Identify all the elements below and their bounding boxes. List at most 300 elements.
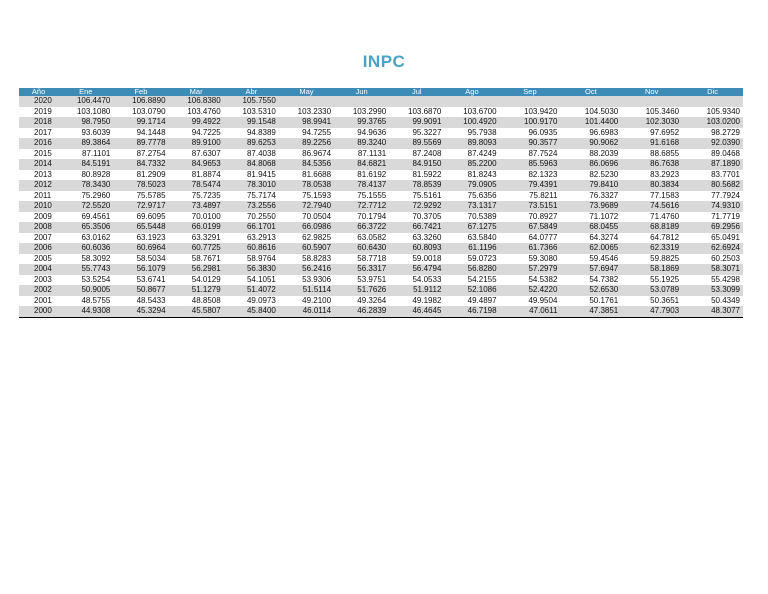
table-row <box>19 306 743 317</box>
index-value-cell: 88.6855 <box>621 149 682 160</box>
index-value-cell: 85.5963 <box>500 159 561 170</box>
index-value-cell: 93.6039 <box>58 128 113 139</box>
index-value-cell: 51.9112 <box>389 285 444 296</box>
index-value-cell: 45.5807 <box>169 306 224 317</box>
index-value-cell: 56.2981 <box>169 264 224 275</box>
index-value-cell: 53.6741 <box>113 275 168 286</box>
index-value-cell: 103.9420 <box>500 107 561 118</box>
index-value-cell <box>560 96 621 107</box>
index-value-cell: 99.1548 <box>224 117 279 128</box>
index-value-cell: 56.3317 <box>334 264 389 275</box>
table-row <box>19 264 743 275</box>
index-value-cell: 59.0723 <box>444 254 499 265</box>
index-value-cell: 45.3294 <box>113 306 168 317</box>
index-value-cell: 47.7903 <box>621 306 682 317</box>
index-value-cell: 83.2923 <box>621 170 682 181</box>
index-value-cell: 49.9504 <box>500 296 561 307</box>
row-year-cell: 2006 <box>19 243 58 254</box>
index-value-cell: 60.2503 <box>682 254 743 265</box>
index-value-cell: 87.2754 <box>113 149 168 160</box>
index-value-cell <box>682 96 743 107</box>
index-value-cell: 63.3291 <box>169 233 224 244</box>
index-value-cell: 87.2408 <box>389 149 444 160</box>
index-value-cell: 72.5520 <box>58 201 113 212</box>
index-value-cell <box>444 96 499 107</box>
index-value-cell: 46.0114 <box>279 306 334 317</box>
index-value-cell: 64.0777 <box>500 233 561 244</box>
index-value-cell: 90.3577 <box>500 138 561 149</box>
table-row <box>19 233 743 244</box>
row-year-cell: 2013 <box>19 170 58 181</box>
index-value-cell: 48.5433 <box>113 296 168 307</box>
index-value-cell: 86.9674 <box>279 149 334 160</box>
index-value-cell: 81.5922 <box>389 170 444 181</box>
index-value-cell: 50.9005 <box>58 285 113 296</box>
index-value-cell: 87.4249 <box>444 149 499 160</box>
row-year-cell: 2005 <box>19 254 58 265</box>
index-value-cell: 99.9091 <box>389 117 444 128</box>
index-value-cell: 63.3260 <box>389 233 444 244</box>
index-value-cell: 77.7924 <box>682 191 743 202</box>
row-year-cell: 2010 <box>19 201 58 212</box>
index-value-cell: 74.5616 <box>621 201 682 212</box>
index-value-cell: 94.8389 <box>224 128 279 139</box>
index-value-cell: 102.3030 <box>621 117 682 128</box>
index-value-cell: 61.7366 <box>500 243 561 254</box>
index-value-cell: 71.7719 <box>682 212 743 223</box>
index-value-cell: 62.6924 <box>682 243 743 254</box>
index-value-cell: 67.1275 <box>444 222 499 233</box>
index-value-cell: 89.8093 <box>444 138 499 149</box>
index-value-cell: 84.9150 <box>389 159 444 170</box>
index-value-cell: 76.3327 <box>560 191 621 202</box>
index-value-cell: 90.9062 <box>560 138 621 149</box>
index-value-cell: 75.6356 <box>444 191 499 202</box>
row-year-cell: 2014 <box>19 159 58 170</box>
index-value-cell: 53.9306 <box>279 275 334 286</box>
index-value-cell: 51.7626 <box>334 285 389 296</box>
table-row <box>19 243 743 254</box>
index-value-cell: 82.1323 <box>500 170 561 181</box>
column-header-jun: Jun <box>334 88 389 96</box>
index-value-cell: 75.5785 <box>113 191 168 202</box>
index-value-cell: 55.7743 <box>58 264 113 275</box>
index-value-cell: 89.5569 <box>389 138 444 149</box>
index-value-cell: 64.3274 <box>560 233 621 244</box>
table-header-row <box>19 88 743 96</box>
index-value-cell: 51.1279 <box>169 285 224 296</box>
index-value-cell: 49.3264 <box>334 296 389 307</box>
index-value-cell: 89.7778 <box>113 138 168 149</box>
index-value-cell: 73.4897 <box>169 201 224 212</box>
index-value-cell: 70.5389 <box>444 212 499 223</box>
index-value-cell: 70.0504 <box>279 212 334 223</box>
index-value-cell: 66.1701 <box>224 222 279 233</box>
index-value-cell: 82.5230 <box>560 170 621 181</box>
index-value-cell: 89.2256 <box>279 138 334 149</box>
index-value-cell: 106.4470 <box>58 96 113 107</box>
index-value-cell: 81.8243 <box>444 170 499 181</box>
index-value-cell: 51.4072 <box>224 285 279 296</box>
index-value-cell: 96.6983 <box>560 128 621 139</box>
row-year-cell: 2015 <box>19 149 58 160</box>
index-value-cell: 58.9764 <box>224 254 279 265</box>
index-value-cell: 58.8283 <box>279 254 334 265</box>
index-value-cell: 50.4349 <box>682 296 743 307</box>
index-value-cell: 84.6821 <box>334 159 389 170</box>
column-header-apr: Abr <box>224 88 279 96</box>
row-year-cell: 2004 <box>19 264 58 275</box>
index-value-cell: 105.7550 <box>224 96 279 107</box>
index-value-cell: 72.9292 <box>389 201 444 212</box>
index-value-cell: 84.9653 <box>169 159 224 170</box>
table-row <box>19 117 743 128</box>
index-value-cell <box>500 96 561 107</box>
column-header-aug: Ago <box>444 88 499 96</box>
index-value-cell: 78.5023 <box>113 180 168 191</box>
index-value-cell: 56.3830 <box>224 264 279 275</box>
table-row <box>19 159 743 170</box>
index-value-cell: 53.5254 <box>58 275 113 286</box>
index-value-cell: 48.3077 <box>682 306 743 317</box>
index-value-cell: 103.2990 <box>334 107 389 118</box>
index-value-cell: 75.1555 <box>334 191 389 202</box>
index-value-cell: 81.9415 <box>224 170 279 181</box>
index-value-cell: 78.3010 <box>224 180 279 191</box>
index-value-cell: 81.8874 <box>169 170 224 181</box>
table-row <box>19 285 743 296</box>
column-header-year: Año <box>19 88 58 96</box>
index-value-cell: 74.9310 <box>682 201 743 212</box>
page-title: INPC <box>362 52 406 71</box>
index-value-cell <box>279 96 334 107</box>
row-year-cell: 2008 <box>19 222 58 233</box>
column-header-mar: Mar <box>169 88 224 96</box>
table-row <box>19 254 743 265</box>
index-value-cell: 100.4920 <box>444 117 499 128</box>
index-value-cell: 73.5151 <box>500 201 561 212</box>
index-value-cell: 101.4400 <box>560 117 621 128</box>
index-value-cell: 75.8211 <box>500 191 561 202</box>
index-value-cell: 53.3099 <box>682 285 743 296</box>
table-row <box>19 275 743 286</box>
index-value-cell: 60.6036 <box>58 243 113 254</box>
index-value-cell: 94.7255 <box>279 128 334 139</box>
index-value-cell: 70.8927 <box>500 212 561 223</box>
index-value-cell: 65.0491 <box>682 233 743 244</box>
index-value-cell: 52.1086 <box>444 285 499 296</box>
index-value-cell: 78.8539 <box>389 180 444 191</box>
inpc-table-container <box>19 88 743 318</box>
inpc-table <box>19 88 743 318</box>
table-row <box>19 296 743 307</box>
index-value-cell: 86.0696 <box>560 159 621 170</box>
index-value-cell: 59.3080 <box>500 254 561 265</box>
index-value-cell: 87.1131 <box>334 149 389 160</box>
index-value-cell: 52.6530 <box>560 285 621 296</box>
column-header-oct: Oct <box>560 88 621 96</box>
row-year-cell: 2020 <box>19 96 58 107</box>
index-value-cell: 58.5034 <box>113 254 168 265</box>
index-value-cell: 54.5382 <box>500 275 561 286</box>
index-value-cell: 70.1794 <box>334 212 389 223</box>
index-value-cell: 66.0199 <box>169 222 224 233</box>
index-value-cell: 88.2039 <box>560 149 621 160</box>
index-value-cell: 89.0468 <box>682 149 743 160</box>
index-value-cell: 84.7332 <box>113 159 168 170</box>
column-header-sep: Sep <box>500 88 561 96</box>
index-value-cell: 45.8400 <box>224 306 279 317</box>
table-body <box>19 96 743 317</box>
index-value-cell: 89.6253 <box>224 138 279 149</box>
table-row <box>19 138 743 149</box>
index-value-cell: 71.1072 <box>560 212 621 223</box>
index-value-cell: 78.5474 <box>169 180 224 191</box>
index-value-cell: 46.2839 <box>334 306 389 317</box>
row-year-cell: 2012 <box>19 180 58 191</box>
index-value-cell: 47.0611 <box>500 306 561 317</box>
index-value-cell: 63.2913 <box>224 233 279 244</box>
row-year-cell: 2002 <box>19 285 58 296</box>
index-value-cell: 78.3430 <box>58 180 113 191</box>
index-value-cell: 58.3092 <box>58 254 113 265</box>
index-value-cell: 98.2729 <box>682 128 743 139</box>
index-value-cell: 97.6952 <box>621 128 682 139</box>
index-value-cell: 75.1593 <box>279 191 334 202</box>
index-value-cell: 79.0905 <box>444 180 499 191</box>
index-value-cell: 94.7225 <box>169 128 224 139</box>
index-value-cell: 80.3834 <box>621 180 682 191</box>
index-value-cell: 81.6688 <box>279 170 334 181</box>
index-value-cell: 71.4760 <box>621 212 682 223</box>
index-value-cell: 92.0390 <box>682 138 743 149</box>
index-value-cell: 87.1890 <box>682 159 743 170</box>
index-value-cell: 51.5114 <box>279 285 334 296</box>
index-value-cell: 78.4137 <box>334 180 389 191</box>
row-year-cell: 2001 <box>19 296 58 307</box>
index-value-cell: 103.5310 <box>224 107 279 118</box>
column-header-dec: Dic <box>682 88 743 96</box>
index-value-cell: 80.8928 <box>58 170 113 181</box>
index-value-cell: 100.9170 <box>500 117 561 128</box>
index-value-cell: 61.1196 <box>444 243 499 254</box>
index-value-cell: 103.0790 <box>113 107 168 118</box>
index-value-cell: 83.7701 <box>682 170 743 181</box>
index-value-cell: 54.7382 <box>560 275 621 286</box>
index-value-cell: 103.6870 <box>389 107 444 118</box>
table-row <box>19 222 743 233</box>
index-value-cell: 66.0986 <box>279 222 334 233</box>
index-value-cell: 62.3319 <box>621 243 682 254</box>
index-value-cell: 66.7421 <box>389 222 444 233</box>
index-value-cell: 56.2416 <box>279 264 334 275</box>
index-value-cell: 84.5356 <box>279 159 334 170</box>
index-value-cell: 85.2200 <box>444 159 499 170</box>
index-value-cell: 81.2909 <box>113 170 168 181</box>
index-value-cell: 72.9717 <box>113 201 168 212</box>
index-value-cell: 99.4922 <box>169 117 224 128</box>
index-value-cell: 95.7938 <box>444 128 499 139</box>
index-value-cell: 75.5161 <box>389 191 444 202</box>
index-value-cell: 56.8280 <box>444 264 499 275</box>
row-year-cell: 2019 <box>19 107 58 118</box>
index-value-cell: 47.3851 <box>560 306 621 317</box>
table-row <box>19 201 743 212</box>
index-value-cell: 57.2979 <box>500 264 561 275</box>
index-value-cell: 60.5907 <box>279 243 334 254</box>
index-value-cell: 46.7198 <box>444 306 499 317</box>
index-value-cell: 69.2956 <box>682 222 743 233</box>
index-value-cell: 89.9100 <box>169 138 224 149</box>
index-value-cell: 87.6307 <box>169 149 224 160</box>
index-value-cell: 84.8068 <box>224 159 279 170</box>
index-value-cell: 54.2155 <box>444 275 499 286</box>
index-value-cell: 63.0162 <box>58 233 113 244</box>
column-header-may: May <box>279 88 334 96</box>
index-value-cell: 53.9751 <box>334 275 389 286</box>
index-value-cell: 69.4561 <box>58 212 113 223</box>
index-value-cell: 98.7950 <box>58 117 113 128</box>
row-year-cell: 2018 <box>19 117 58 128</box>
index-value-cell: 60.8093 <box>389 243 444 254</box>
index-value-cell: 89.3240 <box>334 138 389 149</box>
row-year-cell: 2003 <box>19 275 58 286</box>
index-value-cell: 48.5755 <box>58 296 113 307</box>
row-year-cell: 2011 <box>19 191 58 202</box>
table-row <box>19 96 743 107</box>
index-value-cell: 106.8380 <box>169 96 224 107</box>
table-row <box>19 191 743 202</box>
index-value-cell <box>334 96 389 107</box>
index-value-cell: 94.1448 <box>113 128 168 139</box>
index-value-cell: 69.6095 <box>113 212 168 223</box>
index-value-cell: 65.5448 <box>113 222 168 233</box>
row-year-cell: 2000 <box>19 306 58 317</box>
index-value-cell: 67.5849 <box>500 222 561 233</box>
index-value-cell: 103.0200 <box>682 117 743 128</box>
index-value-cell: 63.5840 <box>444 233 499 244</box>
index-value-cell: 77.1583 <box>621 191 682 202</box>
index-value-cell: 73.1317 <box>444 201 499 212</box>
index-value-cell: 80.5682 <box>682 180 743 191</box>
index-value-cell: 68.8189 <box>621 222 682 233</box>
table-row <box>19 107 743 118</box>
index-value-cell: 63.0582 <box>334 233 389 244</box>
index-value-cell: 44.9308 <box>58 306 113 317</box>
index-value-cell: 60.6964 <box>113 243 168 254</box>
index-value-cell: 70.0100 <box>169 212 224 223</box>
index-value-cell: 49.4897 <box>444 296 499 307</box>
index-value-cell: 72.7940 <box>279 201 334 212</box>
index-value-cell: 54.0533 <box>389 275 444 286</box>
index-value-cell: 103.4760 <box>169 107 224 118</box>
index-value-cell: 59.0018 <box>389 254 444 265</box>
index-value-cell <box>389 96 444 107</box>
table-row <box>19 170 743 181</box>
index-value-cell: 87.7524 <box>500 149 561 160</box>
index-value-cell: 68.0455 <box>560 222 621 233</box>
index-value-cell: 46.4645 <box>389 306 444 317</box>
index-value-cell: 103.1080 <box>58 107 113 118</box>
table-row <box>19 212 743 223</box>
index-value-cell: 49.0973 <box>224 296 279 307</box>
column-header-nov: Nov <box>621 88 682 96</box>
index-value-cell: 57.6947 <box>560 264 621 275</box>
index-value-cell: 65.3506 <box>58 222 113 233</box>
index-value-cell: 81.6192 <box>334 170 389 181</box>
index-value-cell: 56.4794 <box>389 264 444 275</box>
column-header-jan: Ene <box>58 88 113 96</box>
index-value-cell: 94.9636 <box>334 128 389 139</box>
index-value-cell: 62.9825 <box>279 233 334 244</box>
index-value-cell: 96.0935 <box>500 128 561 139</box>
index-value-cell: 89.3864 <box>58 138 113 149</box>
index-value-cell: 59.8825 <box>621 254 682 265</box>
index-value-cell: 86.7638 <box>621 159 682 170</box>
index-value-cell: 58.1869 <box>621 264 682 275</box>
index-value-cell: 48.8508 <box>169 296 224 307</box>
index-value-cell: 99.1714 <box>113 117 168 128</box>
index-value-cell: 95.3227 <box>389 128 444 139</box>
index-value-cell: 58.3071 <box>682 264 743 275</box>
index-value-cell: 55.4298 <box>682 275 743 286</box>
index-value-cell: 60.8616 <box>224 243 279 254</box>
index-value-cell <box>621 96 682 107</box>
index-value-cell: 70.2550 <box>224 212 279 223</box>
column-header-feb: Feb <box>113 88 168 96</box>
index-value-cell: 60.6430 <box>334 243 389 254</box>
index-value-cell: 75.2960 <box>58 191 113 202</box>
index-value-cell: 98.9941 <box>279 117 334 128</box>
index-value-cell: 70.3705 <box>389 212 444 223</box>
index-value-cell: 60.7725 <box>169 243 224 254</box>
index-value-cell: 79.4391 <box>500 180 561 191</box>
index-value-cell: 59.4546 <box>560 254 621 265</box>
table-row <box>19 180 743 191</box>
table-row <box>19 149 743 160</box>
index-value-cell: 49.2100 <box>279 296 334 307</box>
index-value-cell: 58.7718 <box>334 254 389 265</box>
index-value-cell: 75.7174 <box>224 191 279 202</box>
index-value-cell: 103.6700 <box>444 107 499 118</box>
index-value-cell: 84.5191 <box>58 159 113 170</box>
index-value-cell: 91.6168 <box>621 138 682 149</box>
index-value-cell: 55.1925 <box>621 275 682 286</box>
index-value-cell: 63.1923 <box>113 233 168 244</box>
index-value-cell: 52.4220 <box>500 285 561 296</box>
index-value-cell: 73.2556 <box>224 201 279 212</box>
index-value-cell: 87.4038 <box>224 149 279 160</box>
index-value-cell: 54.1051 <box>224 275 279 286</box>
index-value-cell: 53.0789 <box>621 285 682 296</box>
index-value-cell: 105.3460 <box>621 107 682 118</box>
row-year-cell: 2009 <box>19 212 58 223</box>
index-value-cell: 106.8890 <box>113 96 168 107</box>
table-row <box>19 128 743 139</box>
index-value-cell: 78.0538 <box>279 180 334 191</box>
index-value-cell: 64.7812 <box>621 233 682 244</box>
index-value-cell: 50.3651 <box>621 296 682 307</box>
row-year-cell: 2017 <box>19 128 58 139</box>
index-value-cell: 99.3765 <box>334 117 389 128</box>
column-header-jul: Jul <box>389 88 444 96</box>
index-value-cell: 50.8677 <box>113 285 168 296</box>
row-year-cell: 2016 <box>19 138 58 149</box>
index-value-cell: 58.7671 <box>169 254 224 265</box>
index-value-cell: 66.3722 <box>334 222 389 233</box>
index-value-cell: 62.0065 <box>560 243 621 254</box>
index-value-cell: 79.8410 <box>560 180 621 191</box>
